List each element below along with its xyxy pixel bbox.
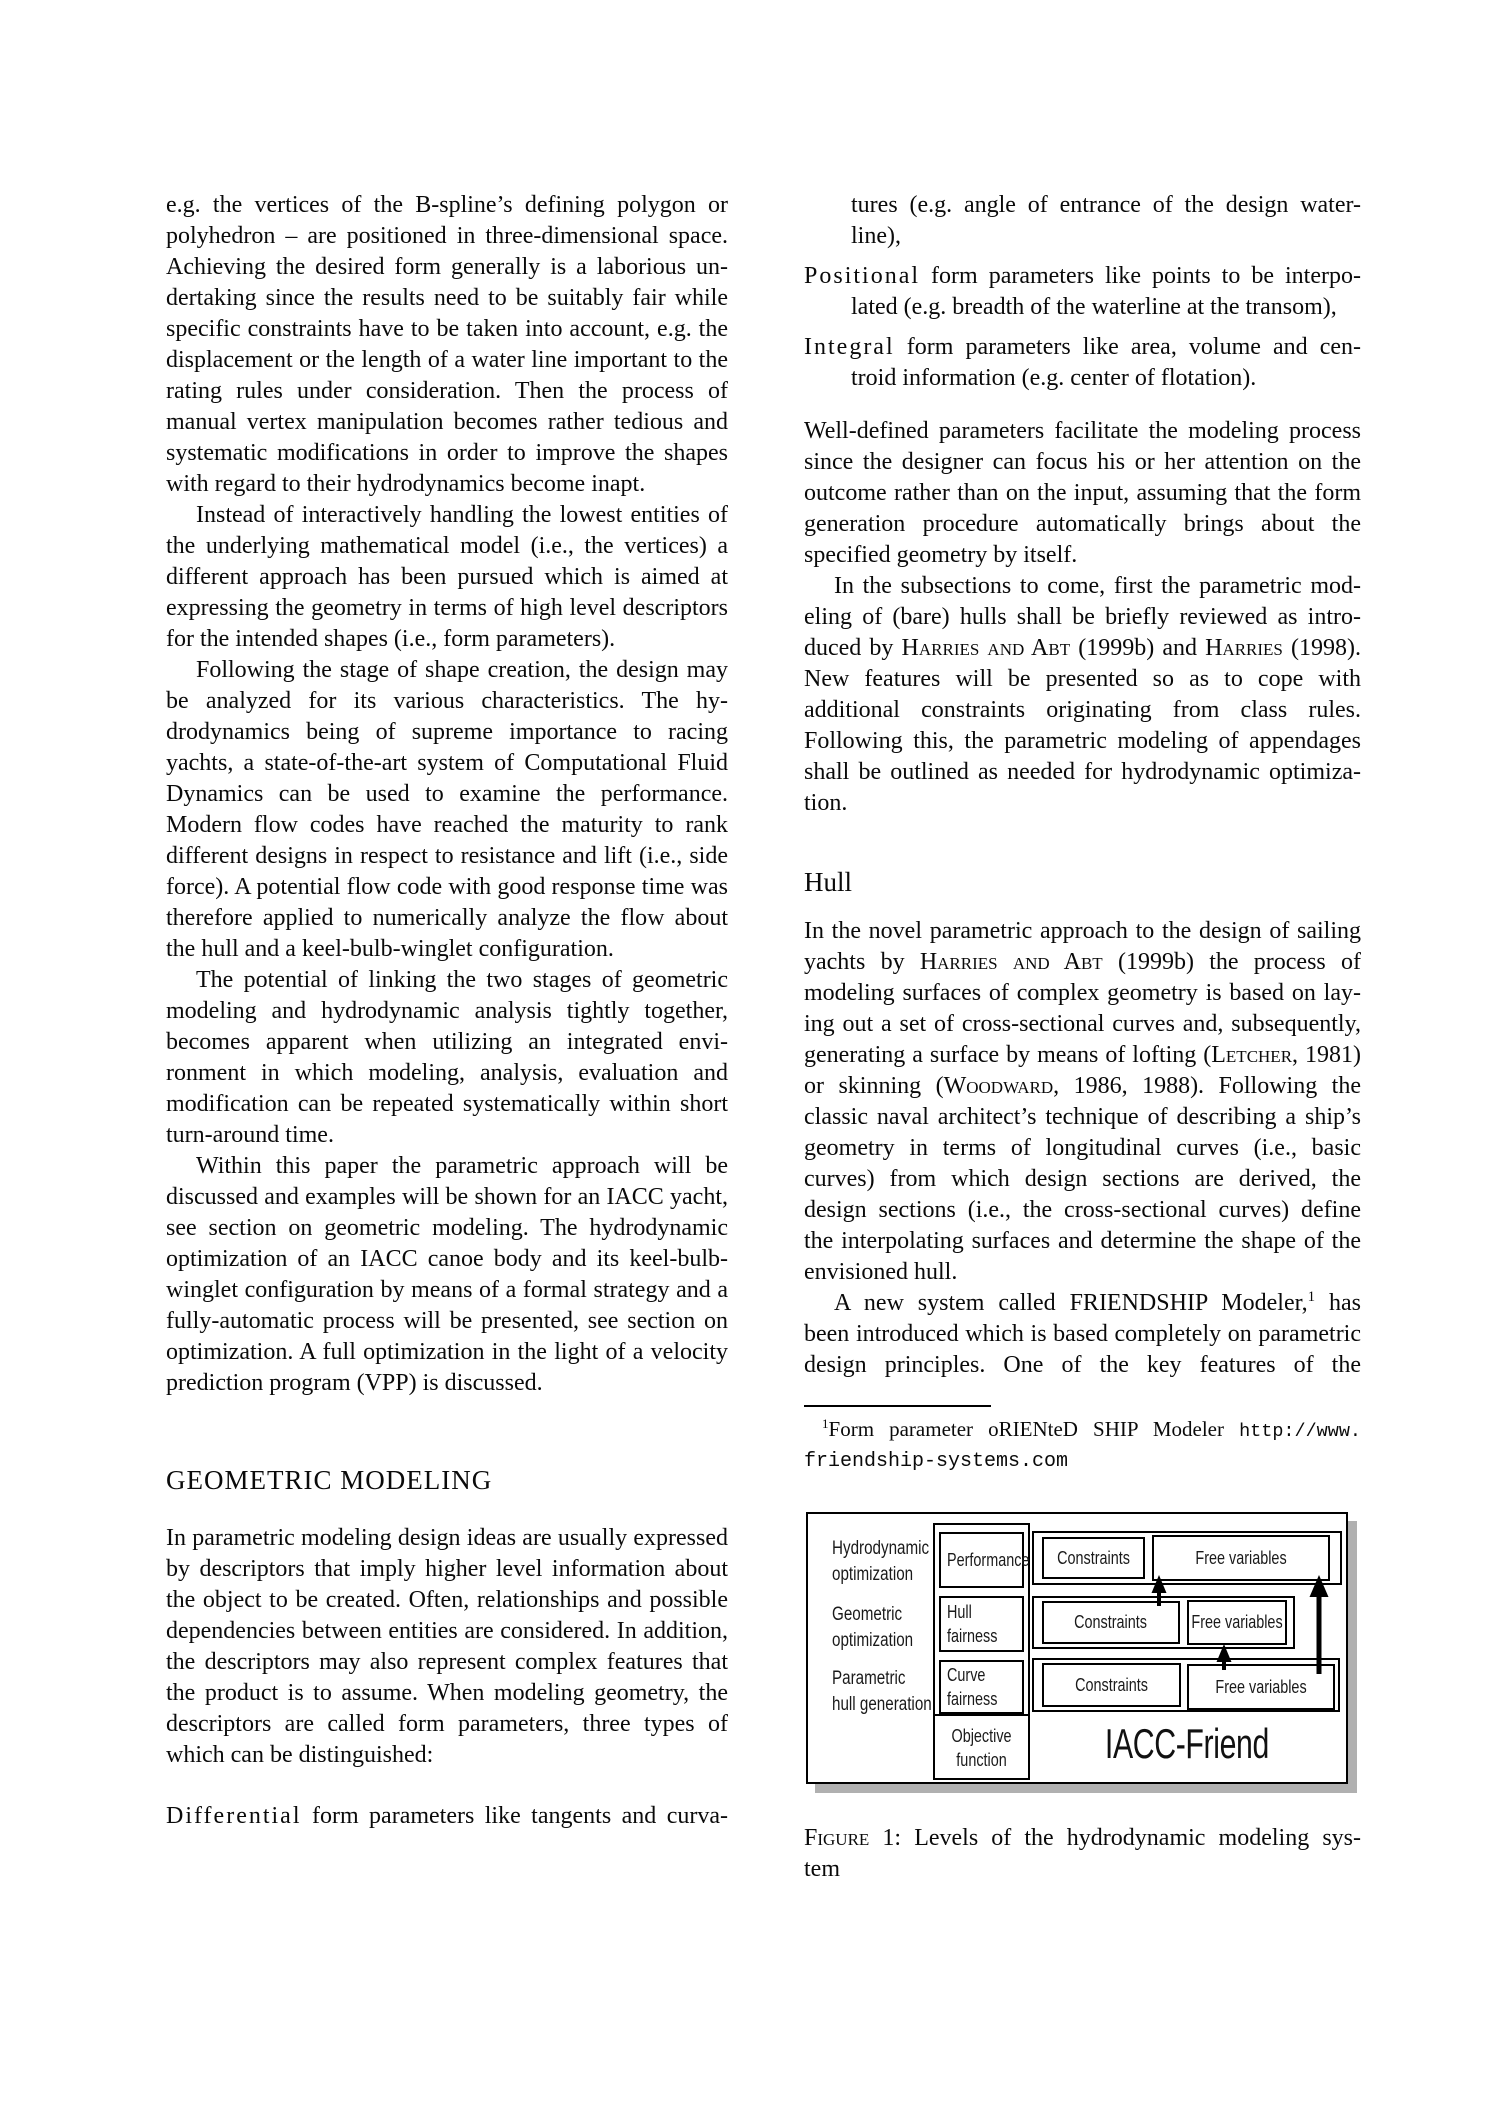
list-item-line: Integral form parameters like area, volume and cen-: [804, 334, 1361, 360]
body-paragraph: In parametric modeling design ideas are usually expressed by descriptors that imply higher level information about the object to be created. Often, relationships and possible dependencies between entities are considered. In addition, the descriptors may also represent complex features that the product is to assume. When modeling geometry, the descriptors are called form parameters, three types of which can be distinguished:: [166, 1525, 728, 1768]
free-variables-label: Free variables: [1215, 1676, 1307, 1697]
body-paragraph: A new system called FRIENDSHIP Modeler,$^1$ has been introduced which is based completely on parametric design principles. One of the key features of the: [804, 1289, 1361, 1378]
body-paragraph: The potential of linking the two stages of geometric modeling and hydrodynamic analysis tightly together, becomes apparent when utilizing an integrated environment in which modeling, analysis, evaluation and modification can be repeated systematically within short turn-around time.: [166, 967, 728, 1148]
label-text: Hydrodynamic: [832, 1538, 930, 1559]
list-item-positional: [804, 261, 1361, 323]
row3-free-variables-box: [1187, 1664, 1335, 1710]
objective-function-label: function: [956, 1750, 1007, 1770]
objective-function-label: Objective: [951, 1726, 1012, 1746]
row-label-geometric-optimization: [832, 1602, 933, 1654]
row1-constraints-box: [1042, 1537, 1145, 1579]
constraints-label: Constraints: [1075, 1674, 1148, 1695]
list-item-line: troid information (e.g. center of flotation).: [851, 365, 1257, 391]
body-paragraph: Within this paper the parametric approach will be discussed and examples will be shown for an IACC yacht, see section on geometric modeling. The hydrodynamic optimization of an IACC canoe body and its keel-bulb-winglet configuration by means of a formal strategy and a fully-automatic process will be presented, see section on optimization. A full optimization in the light of a velocity prediction program (VPP) is discussed.: [166, 1153, 728, 1396]
body-paragraph: Following the stage of shape creation, the design may be analyzed for its various characteristics. The hydrodynamics being of supreme importance to racing yachts, a state-of-the-art system of Computational Fluid Dynamics can be used to examine the performance. Modern flow codes have reached the maturity to rank different designs in respect to resistance and lift (i.e., side force). A potential flow code with good response time was therefore applied to numerically analyze the flow about the hull and a keel-bulb-winglet configuration.: [166, 657, 728, 962]
subsection-heading-hull: Hull: [804, 867, 853, 897]
label-text: optimization: [832, 1630, 914, 1651]
curve-fairness-label: Curve: [947, 1665, 986, 1685]
body-paragraph: Well-defined parameters facilitate the modeling process since the designer can focus his or her attention on the outcome rather than on the input, assuming that the form generation procedure automatically brings about the specified geometry by itself.: [804, 418, 1361, 568]
list-item-differential: Differential form parameters like tangents and curva-: [166, 1803, 728, 1829]
body-paragraph: e.g. the vertices of the B-spline’s defining polygon or polyhedron – are positioned in three-dimensional space. Achieving the desired form generally is a laborious undertaking since the results need to be suitably fair while specific constraints have to be taken into account, e.g. the displacement or the length of a water line important to the rating rules under consideration. Then the process of manual vertex manipulation becomes rather tedious and systematic modifications in order to improve the shapes with regard to their hydrodynamics become inapt.: [166, 192, 728, 497]
label-text: Parametric: [832, 1668, 906, 1689]
stack-column-box: [933, 1523, 1030, 1780]
footnote-rule: [804, 1405, 991, 1407]
constraints-label: Constraints: [1074, 1612, 1148, 1632]
figure-caption-line: Figure 1: Levels of the hydrodynamic modeling sys-: [804, 1825, 1361, 1851]
section-heading-geometric-modeling: GEOMETRIC MODELING: [166, 1465, 493, 1495]
free-variables-label: Free variables: [1195, 1547, 1287, 1568]
objective-function-cell: [935, 1714, 1028, 1780]
footnote-line: $^1$Form parameter oRIENteD SHIP Modeler http://www.: [822, 1416, 1361, 1442]
performance-box: [939, 1532, 1030, 1588]
row3-constraints-box: [1042, 1663, 1181, 1707]
label-text: hull generation: [832, 1694, 932, 1715]
performance-label: Performance: [947, 1550, 1030, 1570]
row2-free-variables-box: [1187, 1600, 1287, 1645]
list-item-line: tures (e.g. angle of entrance of the design water-: [851, 192, 1361, 218]
body-paragraph: Instead of interactively handling the lowest entities of the underlying mathematical model (i.e., the vertices) a different approach has been pursued which is aimed at expressing the geometry in terms of high level descriptors for the intended shapes (i.e., form parameters).: [166, 502, 728, 652]
hull-fairness-label: fairness: [947, 1626, 998, 1646]
curve-fairness-label: fairness: [947, 1689, 998, 1709]
figure-caption-line: tem: [804, 1856, 840, 1882]
hull-fairness-box: [939, 1596, 1024, 1652]
list-item-differential-continuation: [851, 190, 1361, 252]
footnote: [804, 1414, 1361, 1477]
list-item-integral: [804, 332, 1361, 394]
figure-caption: [804, 1823, 1361, 1885]
list-item-line: Positional form parameters like points to be interpo-: [804, 263, 1361, 289]
figure-1-diagram: [806, 1512, 1348, 1784]
row1-free-variables-box: [1152, 1535, 1330, 1581]
hull-fairness-label: Hull: [947, 1602, 972, 1622]
iacc-friend-brand-text: IACC-Friend: [1104, 1720, 1270, 1767]
row2-constraints-box: [1042, 1601, 1180, 1644]
label-text: optimization: [832, 1564, 914, 1585]
list-item-line: lated (e.g. breadth of the waterline at the transom),: [851, 294, 1337, 320]
curve-fairness-box: [939, 1660, 1024, 1714]
constraints-label: Constraints: [1057, 1547, 1130, 1568]
list-item-line: line),: [851, 223, 901, 249]
free-variables-label: Free variables: [1191, 1612, 1283, 1632]
right-column: [804, 190, 1361, 1477]
left-column: [166, 190, 728, 1832]
body-paragraph: In the novel parametric approach to the design of sailing yachts by Harries and Abt (1999b) the process of modeling surfaces of complex geometry is based on laying out a set of cross-sectional curves and, subsequently, generating a surface by means of lofting (Letcher, 1981) or skinning (Woodward, 1986, 1988). Following the classic naval architect’s technique of describing a ship’s geometry in terms of longitudinal curves (i.e., basic curves) from which design sections are derived, the design sections (i.e., the cross-sectional curves) define the interpolating surfaces and determine the shape of the envisioned hull.: [804, 918, 1362, 1285]
body-paragraph: In the subsections to come, first the parametric modeling of (bare) hulls shall be briefly reviewed as introduced by Harries and Abt (1999b) and Harries (1998). New features will be presented so as to cope with additional constraints originating from class rules. Following this, the parametric modeling of appendages shall be outlined as needed for hydrodynamic optimization.: [804, 573, 1361, 816]
footnote-line: friendship-systems.com: [804, 1450, 1069, 1473]
label-text: Geometric: [832, 1604, 903, 1625]
